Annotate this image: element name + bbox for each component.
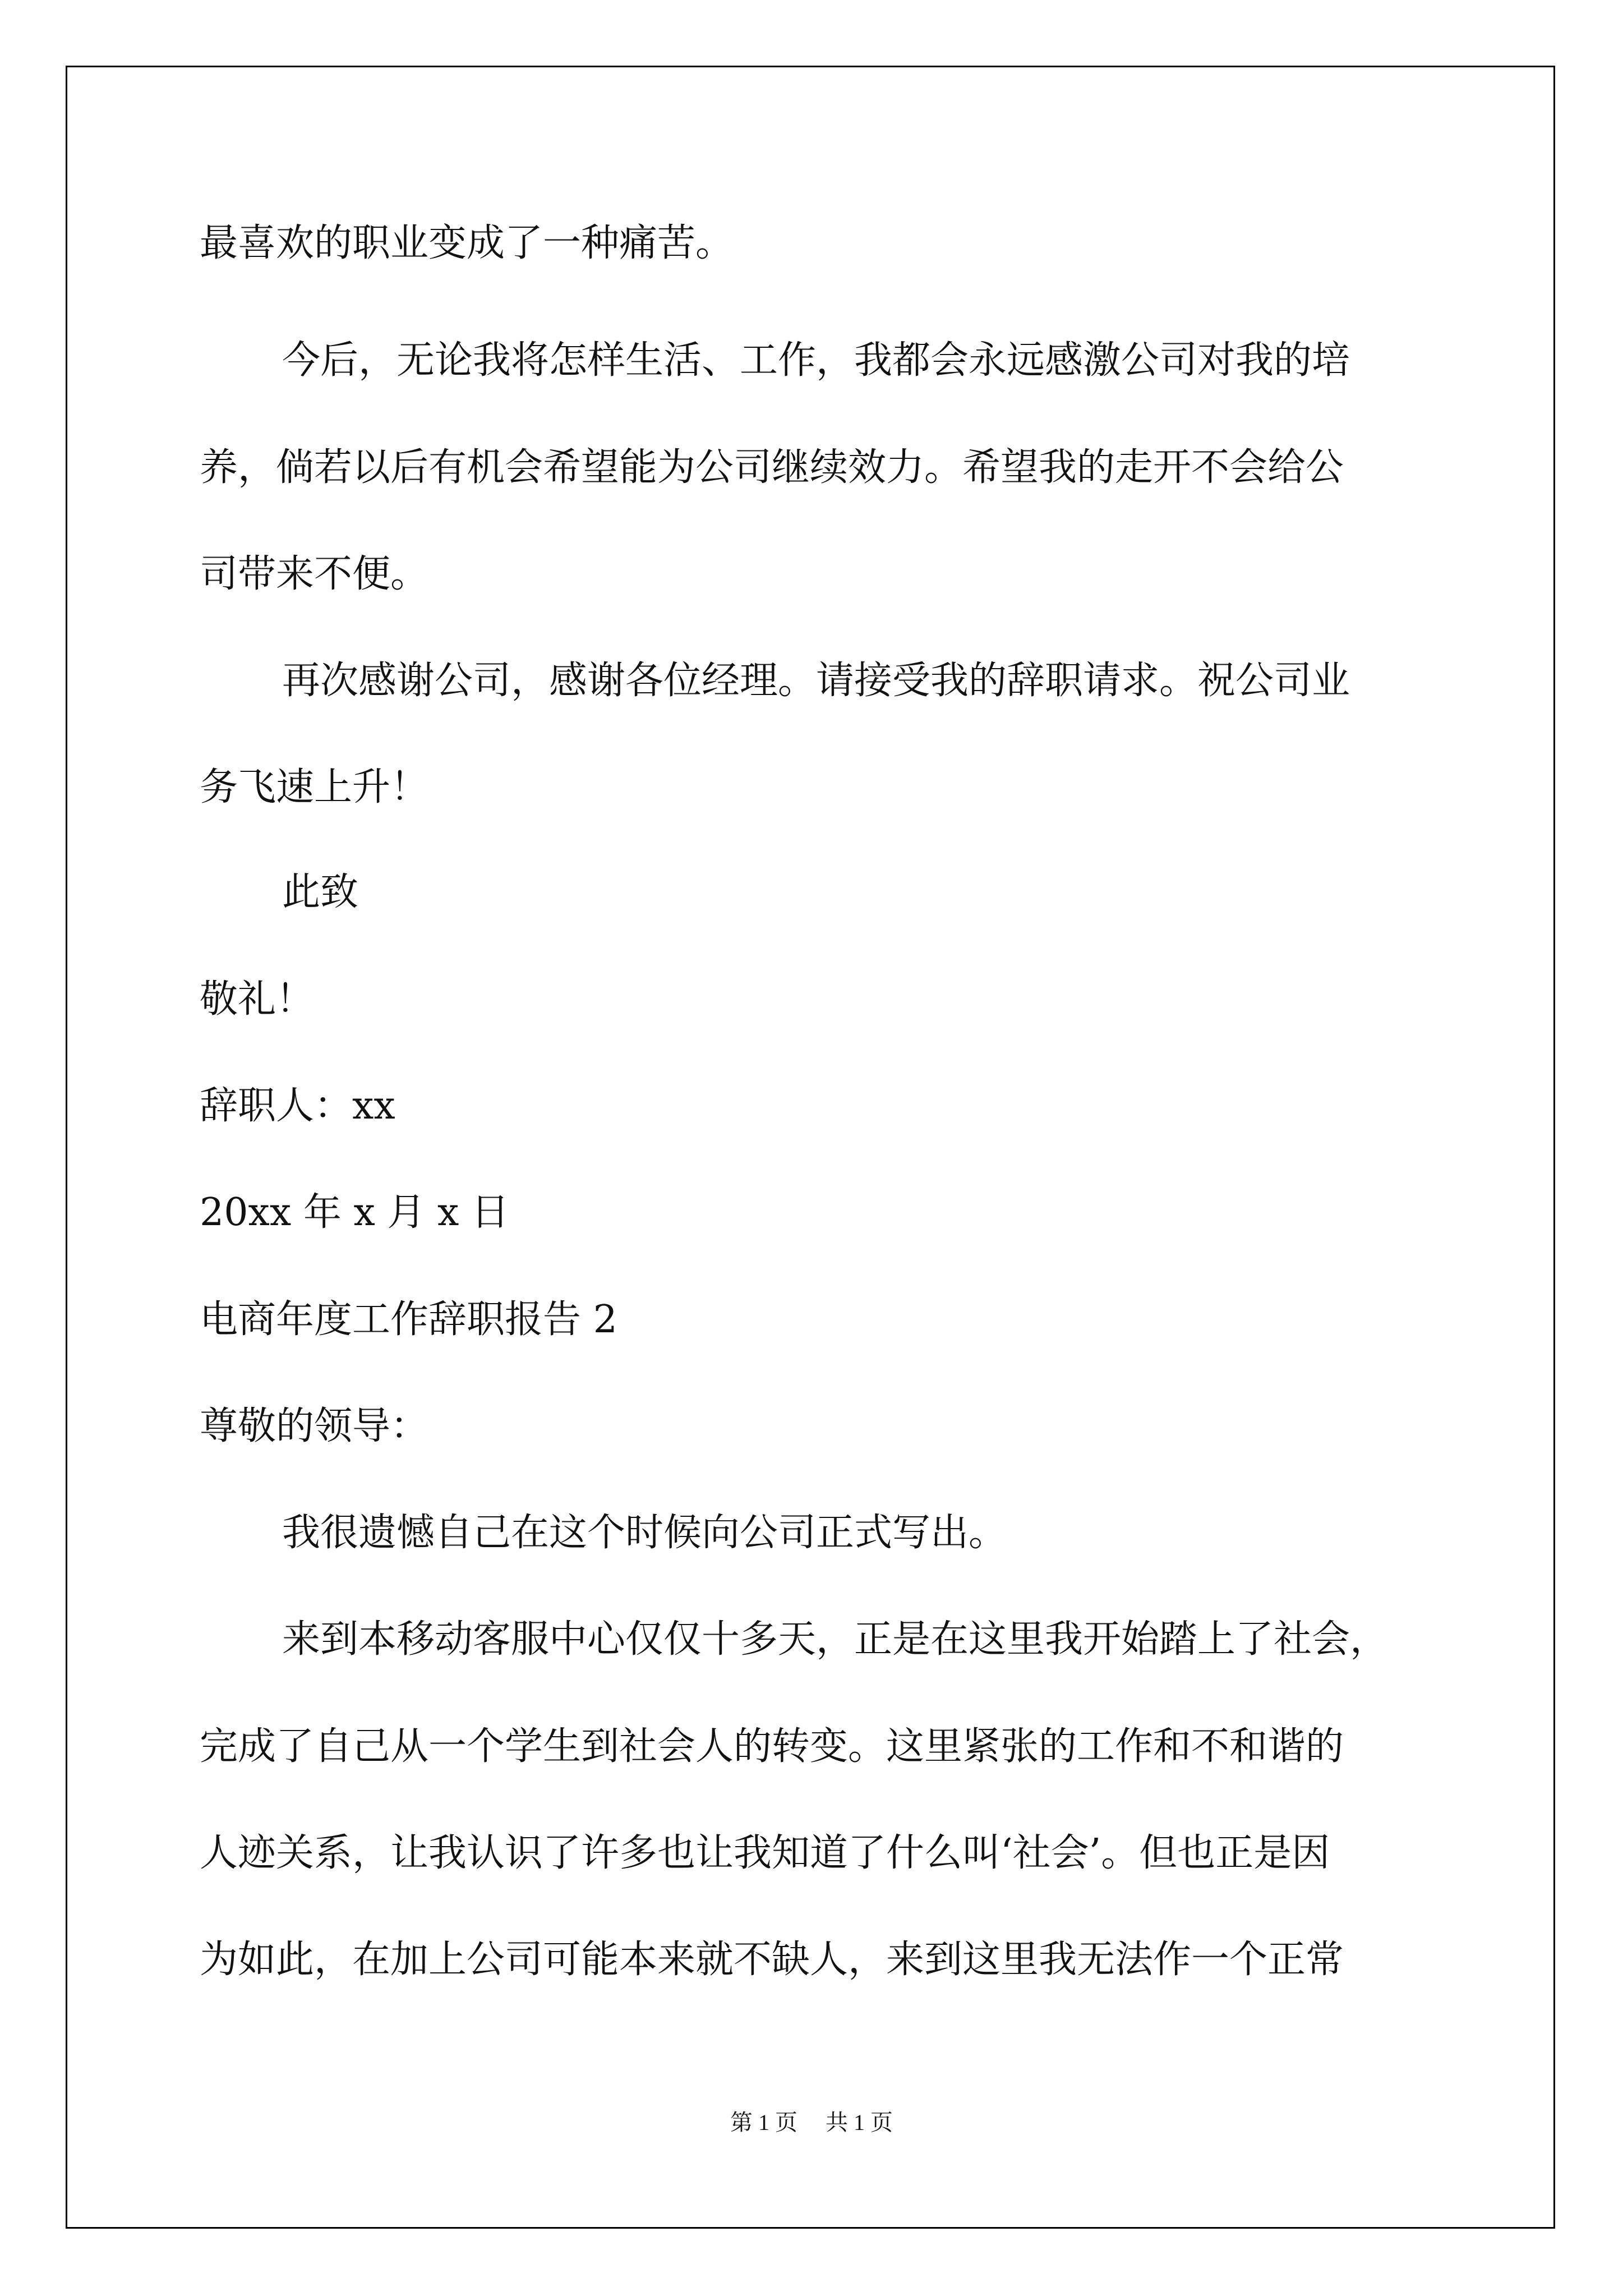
body-line: 司带来不便。 — [200, 552, 429, 596]
body-line: 养，倘若以后有机会希望能为公司继续效力。希望我的走开不会给公 — [200, 445, 1344, 490]
body-line: 完成了自己从一个学生到社会人的转变。这里紧张的工作和不和谐的 — [200, 1724, 1344, 1769]
page-frame — [66, 66, 1555, 2229]
body-line: 为如此，在加上公司可能本来就不缺人，来到这里我无法作一个正常 — [200, 1938, 1344, 1982]
section-title: 电商年度工作辞职报告 2 — [200, 1297, 617, 1342]
body-line: 人迹关系，让我认识了许多也让我知道了什么叫‘社会’。但也正是因 — [200, 1831, 1330, 1875]
page-number: 第 1 页 — [730, 2110, 797, 2135]
body-line: 我很遗憾自己在这个时候向公司正式写出。 — [282, 1511, 1007, 1555]
date-line: 20xx 年 x 月 x 日 — [200, 1190, 510, 1235]
page-total: 共 1 页 — [826, 2110, 893, 2135]
body-line: 今后，无论我将怎样生活、工作，我都会永远感激公司对我的培 — [282, 338, 1350, 383]
body-line: 务飞速上升！ — [200, 765, 429, 809]
salutation-closing: 此致 — [282, 870, 359, 914]
page-footer — [0, 2105, 1623, 2137]
body-line: 最喜欢的职业变成了一种痛苦。 — [200, 221, 734, 265]
signer-line: 辞职人：xx — [200, 1084, 395, 1128]
salutation-regards: 敬礼！ — [200, 977, 315, 1022]
body-line: 来到本移动客服中心仅仅十多天，正是在这里我开始踏上了社会， — [282, 1617, 1389, 1662]
greeting-line: 尊敬的领导： — [200, 1404, 429, 1448]
body-line: 再次感谢公司，感谢各位经理。请接受我的辞职请求。祝公司业 — [282, 659, 1350, 703]
